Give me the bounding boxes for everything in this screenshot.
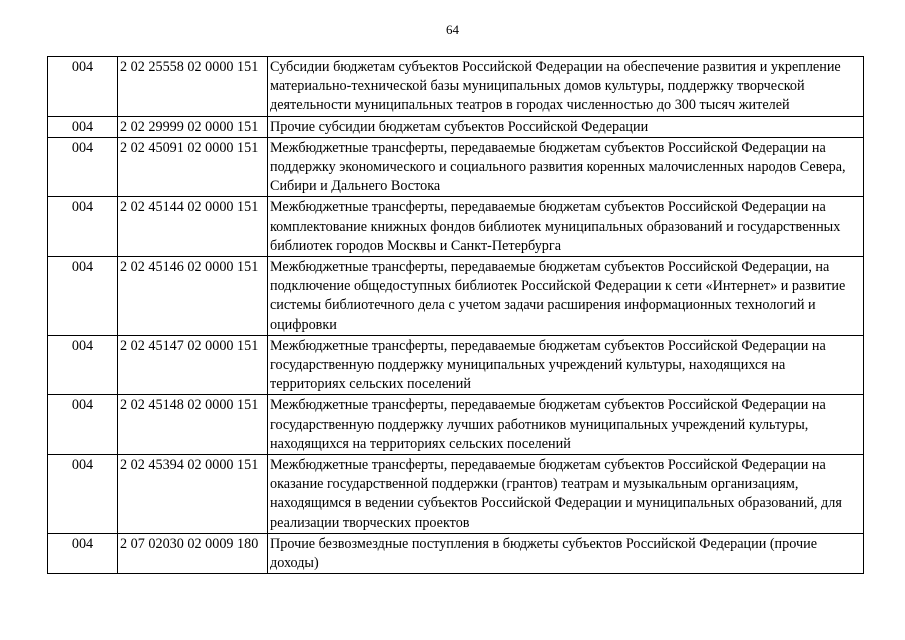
admin-code-cell: 004 (48, 395, 118, 455)
budget-code-cell: 2 02 29999 02 0000 151 (118, 116, 268, 137)
admin-code-cell: 004 (48, 137, 118, 197)
revenue-name-cell: Межбюджетные трансферты, передаваемые бюджетам субъектов Российской Федерации на оказание государственной поддержки (грантов) театрам и музыкальным организациям, находящимся в ведении субъектов Российской Федерации и муниципальных образований, для реализации творческих проектов (268, 455, 864, 534)
admin-code-cell: 004 (48, 335, 118, 395)
budget-code-cell: 2 02 45147 02 0000 151 (118, 335, 268, 395)
table-row (48, 57, 864, 117)
revenue-name-cell: Межбюджетные трансферты, передаваемые бюджетам субъектов Российской Федерации на государственную поддержку лучших работников муниципальных учреждений культуры, находящихся на территориях сельских поселений (268, 395, 864, 455)
admin-code-cell: 004 (48, 116, 118, 137)
budget-code-cell: 2 02 25558 02 0000 151 (118, 57, 268, 117)
table-row (48, 335, 864, 395)
table-row (48, 197, 864, 257)
revenue-name-cell: Межбюджетные трансферты, передаваемые бюджетам субъектов Российской Федерации, на подключение общедоступных библиотек Российской Федерации к сети «Интернет» и развитие системы библиотечного дела с учетом задачи расширения информационных технологий и оцифровки (268, 257, 864, 336)
table-row (48, 116, 864, 137)
table-row (48, 395, 864, 455)
revenue-name-cell: Межбюджетные трансферты, передаваемые бюджетам субъектов Российской Федерации на поддержку экономического и социального развития коренных малочисленных народов Севера, Сибири и Дальнего Востока (268, 137, 864, 197)
table-row (48, 455, 864, 534)
revenue-name-cell: Межбюджетные трансферты, передаваемые бюджетам субъектов Российской Федерации на государственную поддержку муниципальных учреждений культуры, находящихся на территориях сельских поселений (268, 335, 864, 395)
revenue-codes-table (47, 56, 864, 574)
table-row (48, 137, 864, 197)
revenue-name-cell: Прочие субсидии бюджетам субъектов Российской Федерации (268, 116, 864, 137)
revenue-name-cell: Межбюджетные трансферты, передаваемые бюджетам субъектов Российской Федерации на комплектование книжных фондов библиотек муниципальных образований и государственных библиотек городов Москвы и Санкт-Петербурга (268, 197, 864, 257)
budget-code-cell: 2 07 02030 02 0009 180 (118, 533, 268, 573)
admin-code-cell: 004 (48, 197, 118, 257)
admin-code-cell: 004 (48, 257, 118, 336)
budget-code-cell: 2 02 45144 02 0000 151 (118, 197, 268, 257)
revenue-name-cell: Субсидии бюджетам субъектов Российской Федерации на обеспечение развития и укрепление материально-технической базы муниципальных домов культуры, поддержку творческой деятельности муниципальных театров в городах численностью до 300 тысяч жителей (268, 57, 864, 117)
admin-code-cell: 004 (48, 57, 118, 117)
admin-code-cell: 004 (48, 533, 118, 573)
revenue-name-cell: Прочие безвозмездные поступления в бюджеты субъектов Российской Федерации (прочие доходы) (268, 533, 864, 573)
budget-code-cell: 2 02 45146 02 0000 151 (118, 257, 268, 336)
page-number: 64 (446, 22, 459, 37)
budget-code-cell: 2 02 45394 02 0000 151 (118, 455, 268, 534)
budget-code-cell: 2 02 45148 02 0000 151 (118, 395, 268, 455)
admin-code-cell: 004 (48, 455, 118, 534)
table-row (48, 257, 864, 336)
table-row (48, 533, 864, 573)
budget-code-cell: 2 02 45091 02 0000 151 (118, 137, 268, 197)
